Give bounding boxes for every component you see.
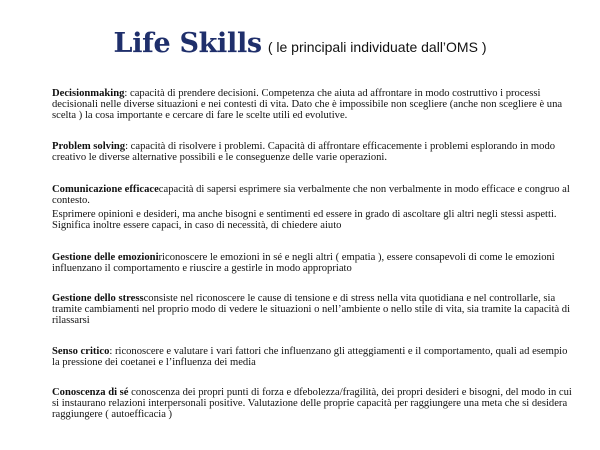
skill-term: Comunicazione efficace [52,184,159,195]
skill-paragraph [52,387,572,420]
skill-term: Gestione delle emozioni [52,252,159,263]
skill-gestione-stress [52,293,572,326]
skill-paragraph [52,141,572,163]
skill-description: : capacità di prendere decisioni. Competenza che aiuta ad affrontare in modo costruttivo i processi decisionali nelle diverse situazioni e nei contesti di vita. Dato che è impossibile non scegliere (anche non scegliere è una scelta ) la cosa importante e cercare di fare le scelte utili ed evolutive. [52,88,563,121]
skill-description: capacità di sapersi esprimere sia verbalmente che non verbalmente in modo efficace e congruo al contesto. [52,184,570,206]
skill-senso-critico [52,346,572,368]
skill-gestione-emozioni [52,252,572,274]
skill-description: consiste nel riconoscere le cause di tensione e di stress nella vita quotidiana e nel controllarle, sia tramite cambiamenti nel proprio modo di vedere le situazioni o nell’ambiente o nello stile di vita, sia tramite la capacità di rilassarsi [52,293,571,326]
life-skills-list [52,88,572,420]
skill-conoscenza-di-se [52,387,572,420]
skill-paragraph [52,184,572,206]
skill-term: Decisionmaking [52,88,125,99]
skill-description: : capacità di risolvere i problemi. Capacità di affrontare efficacemente i problemi esplorando in modo creativo le diverse alternative possibili e le conseguenze delle varie operazioni. [52,141,556,163]
skill-term: Gestione dello stress [52,293,144,304]
title-main: Life Skills [113,28,262,59]
title-subtitle: ( le principali individuate dall’OMS ) [267,39,487,55]
skill-term: Problem solving [52,141,126,152]
skill-term: Senso critico [52,346,110,357]
skill-paragraph-continued: Esprimere opinioni e desideri, ma anche bisogni e sentimenti ed essere in grado di ascoltare gli altri negli stessi aspetti. Significa inoltre essere capaci, in caso di necessità, di chiedere aiuto [52,209,557,231]
skill-description: riconoscere le emozioni in sé e negli altri ( empatia ), essere consapevoli di come le emozioni influenzano il comportamento e riuscire a gestirle in modo appropriato [52,252,555,274]
skill-paragraph [52,252,572,274]
skill-comunicazione-efficace [52,184,572,231]
skill-description: : riconoscere e valutare i vari fattori che influenzano gli atteggiamenti e il comportamento, quali ad esempio la pressione dei coetanei e l’influenza dei media [52,346,568,368]
skill-decisionmaking [52,88,572,121]
skill-paragraph [52,346,572,368]
slide-title [0,28,600,59]
skill-problem-solving [52,141,572,163]
skill-description: conoscenza dei propri punti di forza e dfebolezza/fragilità, dei propri desideri e bisogni, del modo in cui si instaurano relazioni interpersonali positive. Valutazione delle proprie capacità per raggiungere una meta che si desidera raggiungere ( autoefficacia ) [52,387,572,420]
skill-paragraph [52,88,572,121]
skill-term: Conoscenza di sé [52,387,129,398]
skill-paragraph [52,293,572,326]
